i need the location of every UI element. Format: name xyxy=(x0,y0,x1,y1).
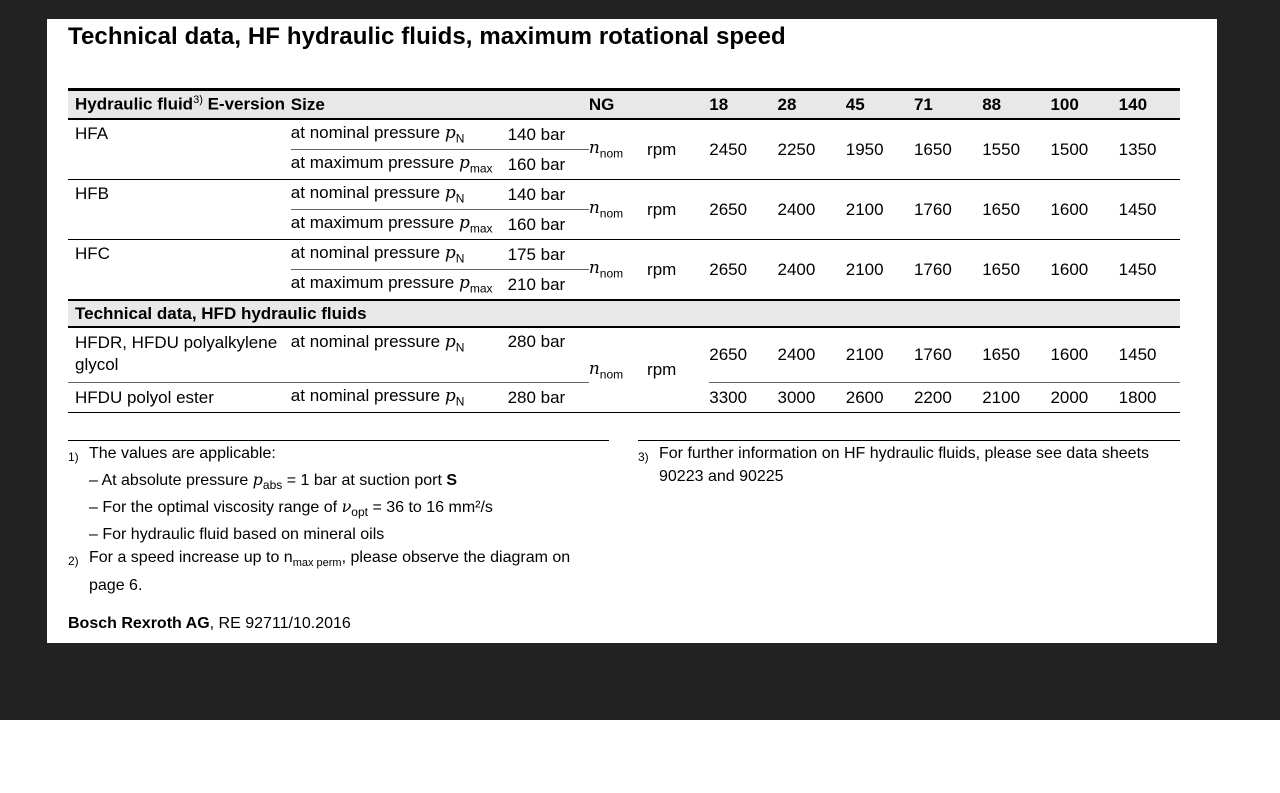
speed-value: 2100 xyxy=(845,259,884,279)
speed-symbol: $n_{nom}$ xyxy=(588,358,624,382)
speed-value: 2650 xyxy=(709,180,777,240)
speed-value: 2100 xyxy=(846,327,914,383)
pressure-value: 160 bar xyxy=(508,150,589,180)
footnote-1-item: – For the optimal viscosity range of $\nu_{opt} = 36$ to 16 mm²/s xyxy=(89,497,493,520)
pressure-label: at nominal pressure $p_N$ xyxy=(291,327,508,383)
pressure-value: 175 bar xyxy=(508,240,589,270)
speed-value: 1550 xyxy=(982,119,1050,180)
pressure-label: at maximum pressure $p_{max}$ xyxy=(290,273,493,296)
table-row xyxy=(68,240,1180,270)
speed-value: 1600 xyxy=(1050,180,1118,240)
header-size-value: 100 xyxy=(1050,90,1118,120)
speed-value: 2400 xyxy=(777,259,816,279)
speed-value: 1600 xyxy=(1050,327,1118,383)
speed-value: 1760 xyxy=(913,259,952,279)
speed-value: 2400 xyxy=(778,327,846,383)
footnote-number: 2) xyxy=(68,553,79,568)
table-subheader-row xyxy=(68,300,1180,327)
fluid-name: HFDR, HFDU polyalkylene glycol xyxy=(68,327,291,383)
speed-value: 1650 xyxy=(982,259,1021,279)
fluid-name: HFC xyxy=(75,244,110,263)
speed-value: 1650 xyxy=(982,180,1050,240)
pressure-value: 210 bar xyxy=(507,274,566,294)
hfd-section-title: Technical data, HFD hydraulic fluids xyxy=(68,300,1180,327)
pressure-label: at nominal pressure $p_N$ xyxy=(291,240,508,270)
speed-value: 1650 xyxy=(914,119,982,180)
footnote-text: For a speed increase up to $n_{max perm}$, please observe the diagram on page 6. xyxy=(89,548,571,594)
speed-value: 2250 xyxy=(778,119,846,180)
header-size-value: 28 xyxy=(778,90,846,120)
document-page xyxy=(47,19,1217,643)
footnote-1 xyxy=(68,443,609,469)
table-header-row xyxy=(68,90,1180,120)
table-row xyxy=(68,180,1180,210)
speed-value: 2650 xyxy=(709,259,748,279)
pressure-label: at nominal pressure $p_N$ xyxy=(291,180,508,210)
footnote-text: For further information on HF hydraulic fluids, please see data sheets 90223 and 90225 xyxy=(659,445,1150,485)
pressure-label: at maximum pressure $p_{max}$ xyxy=(291,210,508,240)
speed-value: 2100 xyxy=(846,180,914,240)
fluid-name: HFA xyxy=(68,119,291,180)
footnote-text: The values are applicable: xyxy=(89,445,276,462)
speed-value: 1500 xyxy=(1050,119,1118,180)
company-name: Bosch Rexroth AG xyxy=(68,615,210,632)
unit: rpm xyxy=(647,259,677,279)
unit: rpm xyxy=(647,360,677,379)
table-row xyxy=(68,327,1180,383)
speed-value: 3300 xyxy=(709,387,748,407)
speed-value: 2400 xyxy=(778,180,846,240)
footnote-number: 1) xyxy=(68,450,79,464)
speed-value: 1350 xyxy=(1119,119,1180,180)
fluid-name: HFB xyxy=(68,180,291,240)
speed-value: 2000 xyxy=(1050,387,1089,407)
speed-symbol: $n_{nom}$ xyxy=(588,258,624,281)
speed-value: 1650 xyxy=(982,327,1050,383)
speed-value: 1600 xyxy=(1050,259,1089,279)
header-size-value: 140 xyxy=(1119,90,1180,120)
pressure-value: 160 bar xyxy=(508,210,589,240)
pressure-value: 280 bar xyxy=(508,327,589,383)
pressure-label: at maximum pressure $p_{max}$ xyxy=(291,150,508,180)
speed-value: 1950 xyxy=(846,119,914,180)
unit: rpm xyxy=(647,180,709,240)
footnote-3 xyxy=(638,443,1180,488)
document-number: , RE 92711/10.2016 xyxy=(209,615,351,632)
footnote-number: 3) xyxy=(638,450,649,464)
technical-data-table xyxy=(68,88,1180,413)
speed-value: 2450 xyxy=(709,119,777,180)
speed-value: 1450 xyxy=(1119,327,1180,383)
header-size-value: 88 xyxy=(982,90,1050,120)
speed-value: 1450 xyxy=(1118,259,1157,279)
speed-value: 1800 xyxy=(1118,387,1157,407)
speed-symbol: $n_{nom}$ xyxy=(589,180,647,240)
header-size-value: 18 xyxy=(709,90,777,120)
speed-symbol: $n_{nom}$ xyxy=(589,119,647,180)
header-fluid: Hydraulic fluid$^{3)}$ E-version xyxy=(68,90,291,120)
footnote-2 xyxy=(68,547,609,597)
pressure-value: 140 bar xyxy=(508,119,589,150)
unit: rpm xyxy=(647,119,709,180)
pressure-value: 140 bar xyxy=(508,180,589,210)
page-footer xyxy=(68,615,351,633)
speed-value: 2100 xyxy=(982,387,1021,407)
footnotes-right xyxy=(638,440,1180,488)
speed-value: 1450 xyxy=(1119,180,1180,240)
pressure-value: 280 bar xyxy=(507,387,566,407)
pressure-label: at nominal pressure $p_N$ xyxy=(291,119,508,150)
table-row xyxy=(68,119,1180,150)
speed-value: 2200 xyxy=(913,387,952,407)
speed-value: 3000 xyxy=(777,387,816,407)
header-size: Size xyxy=(291,90,508,120)
header-ng: NG xyxy=(589,90,647,120)
speed-value: 1760 xyxy=(914,327,982,383)
speed-value: 2600 xyxy=(845,387,884,407)
header-size-value: 45 xyxy=(846,90,914,120)
speed-value: 1760 xyxy=(914,180,982,240)
header-size-value: 71 xyxy=(914,90,982,120)
speed-value: 2650 xyxy=(709,327,777,383)
footnote-1-item: – For hydraulic fluid based on mineral oils xyxy=(89,526,385,544)
page-title: Technical data, HF hydraulic fluids, maximum rotational speed xyxy=(68,23,786,50)
footnotes-left xyxy=(68,440,609,597)
pressure-label: at nominal pressure $p_N$ xyxy=(290,386,465,409)
footnote-1-item: – At absolute pressure $p_{abs} = 1$ bar at suction port S xyxy=(89,469,458,492)
fluid-name: HFDU polyol ester xyxy=(75,387,214,407)
